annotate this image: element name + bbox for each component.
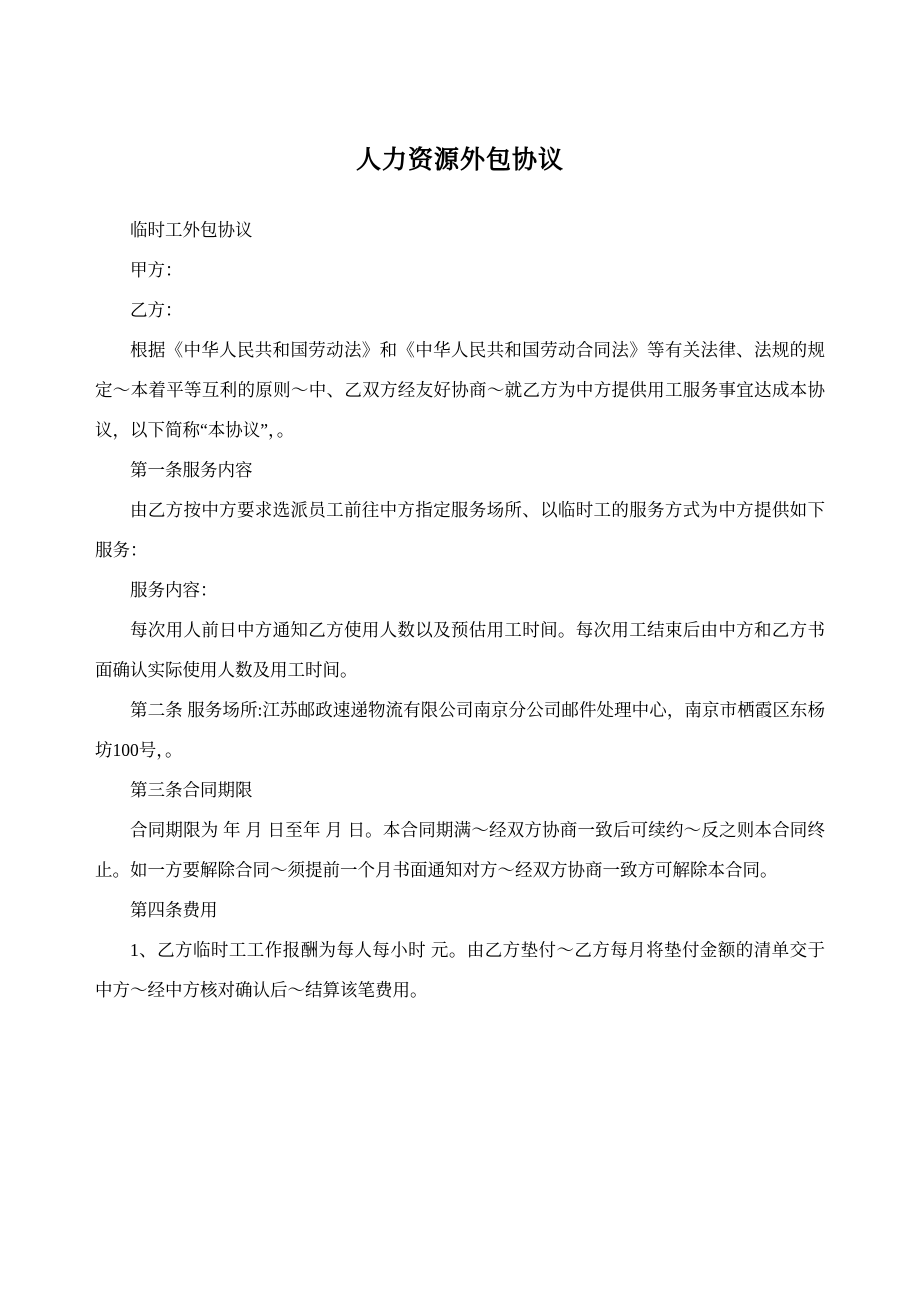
section-4-item-1: 1、乙方临时工工作报酬为每人每小时 元。由乙方垫付～乙方每月将垫付金额的清单交于中方～经中方核对确认后～结算该笔费用。: [95, 940, 825, 1000]
paragraph-party-a: 甲方：: [130, 260, 183, 280]
section-3-body: 合同期限为 年 月 日至年 月 日。本合同期满～经双方协商一致后可续约～反之则本合同终止。如一方要解除合同～须提前一个月书面通知对方～经双方协商一致方可解除本合同。: [95, 820, 825, 880]
section-4-heading: 第四条费用: [130, 900, 218, 920]
document-body: [0, 210, 920, 1010]
service-content-label: 服务内容：: [130, 580, 218, 600]
section-2-body: 第二条 服务场所:江苏邮政速递物流有限公司南京分公司邮件处理中心，南京市栖霞区东杨坊100号，。: [95, 700, 825, 760]
paragraph-1: 临时工外包协议: [130, 220, 253, 240]
section-3-heading: 第三条合同期限: [130, 780, 253, 800]
paragraph-preamble: 根据《中华人民共和国劳动法》和《中华人民共和国劳动合同法》等有关法律、法规的规定～本着平等互利的原则～中、乙双方经友好协商～就乙方为中方提供用工服务事宜达成本协议，以下简称“本协议”，。: [95, 340, 825, 440]
section-1-body: 由乙方按中方要求选派员工前往中方指定服务场所、以临时工的服务方式为中方提供如下服务：: [95, 500, 825, 560]
page-title: 人力资源外包协议: [355, 146, 564, 174]
paragraph-party-b: 乙方：: [130, 300, 183, 320]
section-1-heading: 第一条服务内容: [130, 460, 253, 480]
service-content-body: 每次用人前日中方通知乙方使用人数以及预估用工时间。每次用工结束后由中方和乙方书面确认实际使用人数及用工时间。: [95, 620, 825, 680]
